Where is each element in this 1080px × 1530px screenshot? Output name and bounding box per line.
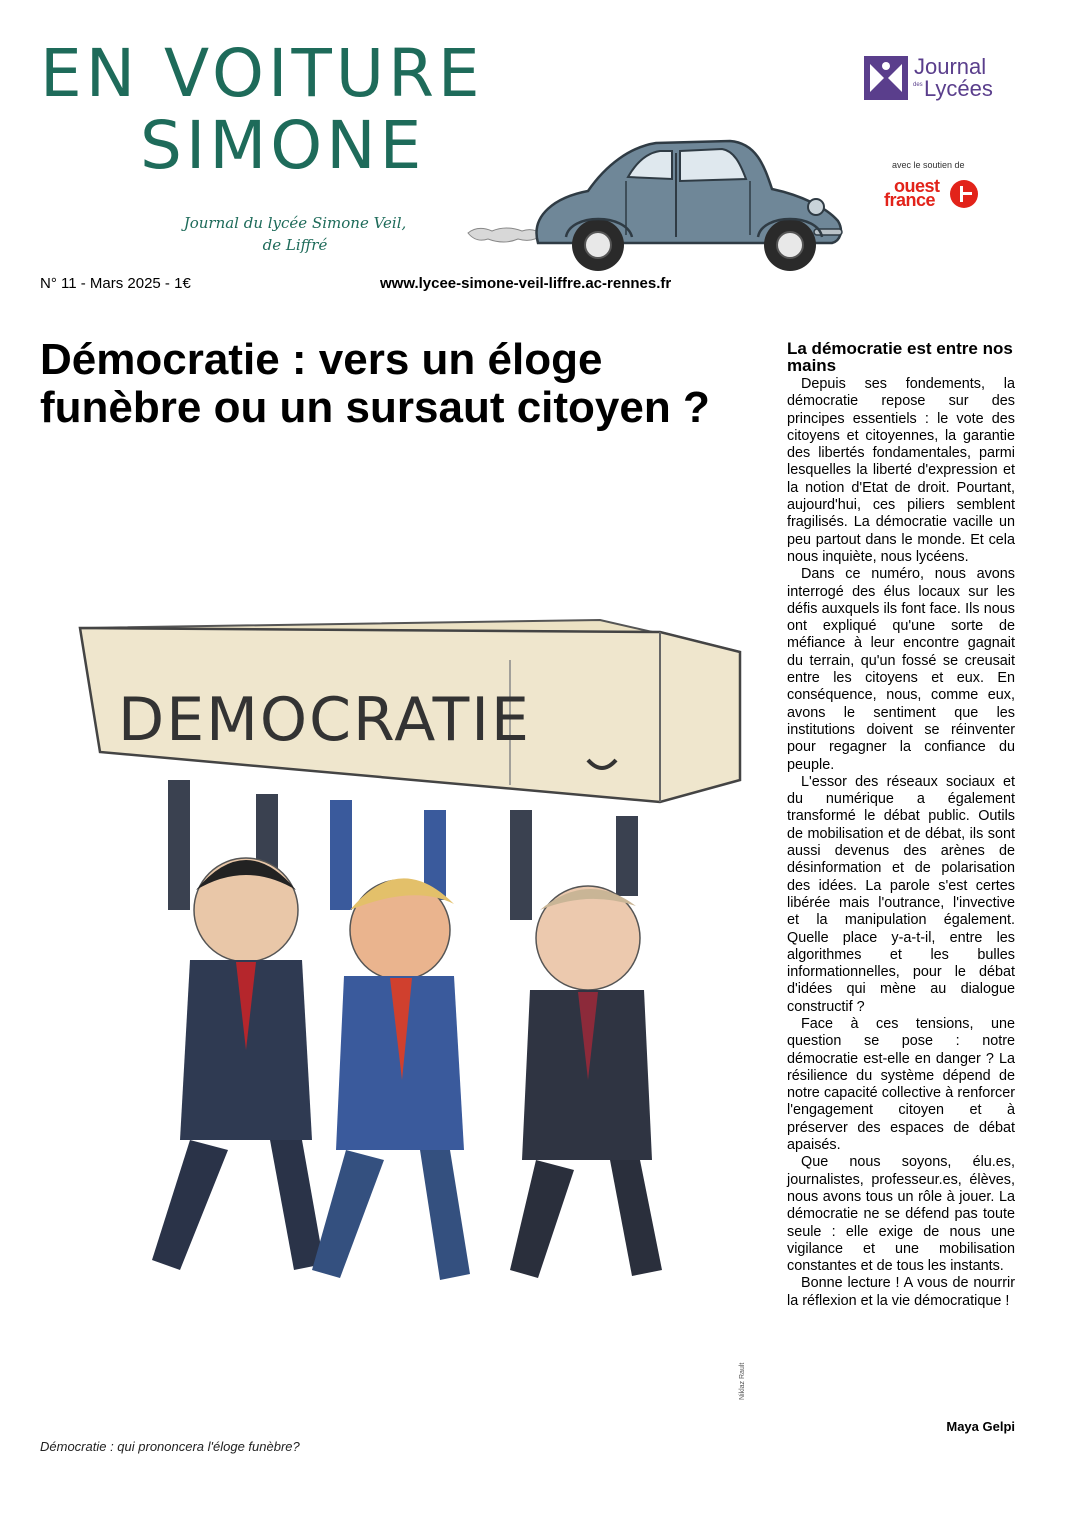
bearer-right	[510, 810, 662, 1278]
editorial-column	[787, 340, 1015, 1310]
masthead-title-line1: EN VOITURE	[40, 35, 484, 112]
editorial-paragraph: Depuis ses fondements, la démocratie repose sur des principes essentiels : le vote des citoyens et citoyennes, la garantie des libertés fondamentales, parmi lesquelles la liberté d'expression et la notion d'Etat de droit. Pourtant, aujourd'hui, ces piliers semblent fragilisés. La démocratie vacille un peu partout dans le monde. Et cela nous inquiète, nous lycéens.	[787, 376, 1015, 565]
ouest-france-emblem-icon	[950, 180, 978, 208]
cartoon-illustration	[40, 580, 760, 1370]
website-link[interactable]: www.lycee-simone-veil-liffre.ac-rennes.fr	[380, 275, 672, 292]
coffin-illustration	[80, 620, 740, 802]
ouest-france-word1: ouest	[894, 176, 940, 196]
headline	[40, 336, 760, 432]
headline-line1: Démocratie : vers un éloge	[40, 335, 603, 384]
cartoon-credit: Niklaz Rault	[739, 1362, 746, 1400]
bearer-left	[152, 780, 324, 1270]
editorial-paragraph: Dans ce numéro, nous avons interrogé des élus locaux sur les défis auxquels ils font face. Ils nous ont expliqué qu'une sorte de méfiance à leur encontre gagnait du terrain, qu'un fossé se creusait entre les citoyens et eux. En conséquence, nous, comme eux, avons le sentiment que les institutions doivent se réinventer pour regagner la confiance du peuple.	[787, 566, 1015, 773]
jdl-word-journal: Journal	[914, 54, 987, 79]
editorial-paragraph: Que nous soyons, élu.es, journalistes, professeur.es, élèves, nous avons tous un rôle à jouer. La démocratie ne se défend pas toute seule : elle exige de nous une vigilance et une mobilisation constantes et de tous les instants.	[787, 1154, 1015, 1275]
bearer-middle	[312, 800, 470, 1280]
issue-info: N° 11 - Mars 2025 - 1€	[40, 275, 191, 292]
cartoon-caption: Démocratie : qui prononcera l'éloge funèbre?	[40, 1439, 300, 1454]
jdl-mark-icon	[864, 56, 908, 100]
masthead-title-line2: SIMONE	[140, 107, 426, 184]
coffin-label: DEMOCRATIE	[118, 685, 531, 755]
ouest-france-logo	[884, 176, 984, 212]
editorial-author: Maya Gelpi	[946, 1419, 1015, 1434]
support-label: avec le soutien de	[892, 160, 965, 170]
editorial-title: La démocratie est entre nos mains	[787, 339, 1013, 375]
headline-line2: funèbre ou un sursaut citoyen ?	[40, 383, 710, 432]
journal-des-lycees-logo	[864, 54, 1004, 104]
ouest-france-word2: france	[884, 190, 936, 210]
masthead-subtitle-line1: Journal du lycée Simone Veil,	[183, 214, 407, 232]
car-illustration	[460, 125, 850, 275]
masthead-subtitle-line2: de Liffré	[262, 236, 328, 254]
masthead-subtitle	[150, 212, 440, 256]
editorial-paragraph: L'essor des réseaux sociaux et du numérique a également transformé le débat public. Outils de mobilisation et de débat, ils sont aussi devenus des arènes de désinformation et de polarisation des idées. La parole s'est certes libérée mais l'outrance, l'invective et la manipulation également. Quelle place y-a-t-il, entre les algorithmes et les bulles informationnelles, pour le débat d'idées qui mène au dialogue constructif ?	[787, 773, 1015, 1015]
editorial-paragraph: Face à ces tensions, une question se pose : notre démocratie est-elle en danger ? La résilience du système dépend de notre capacité collective à renforcer l'engagement citoyen et à préserver des espaces de débat apaisés.	[787, 1015, 1015, 1154]
editorial-paragraph: Bonne lecture ! A vous de nourrir la réflexion et la vie démocratique !	[787, 1275, 1015, 1309]
jdl-word-des: des	[913, 82, 923, 88]
jdl-word-lycees: Lycées	[924, 76, 993, 101]
